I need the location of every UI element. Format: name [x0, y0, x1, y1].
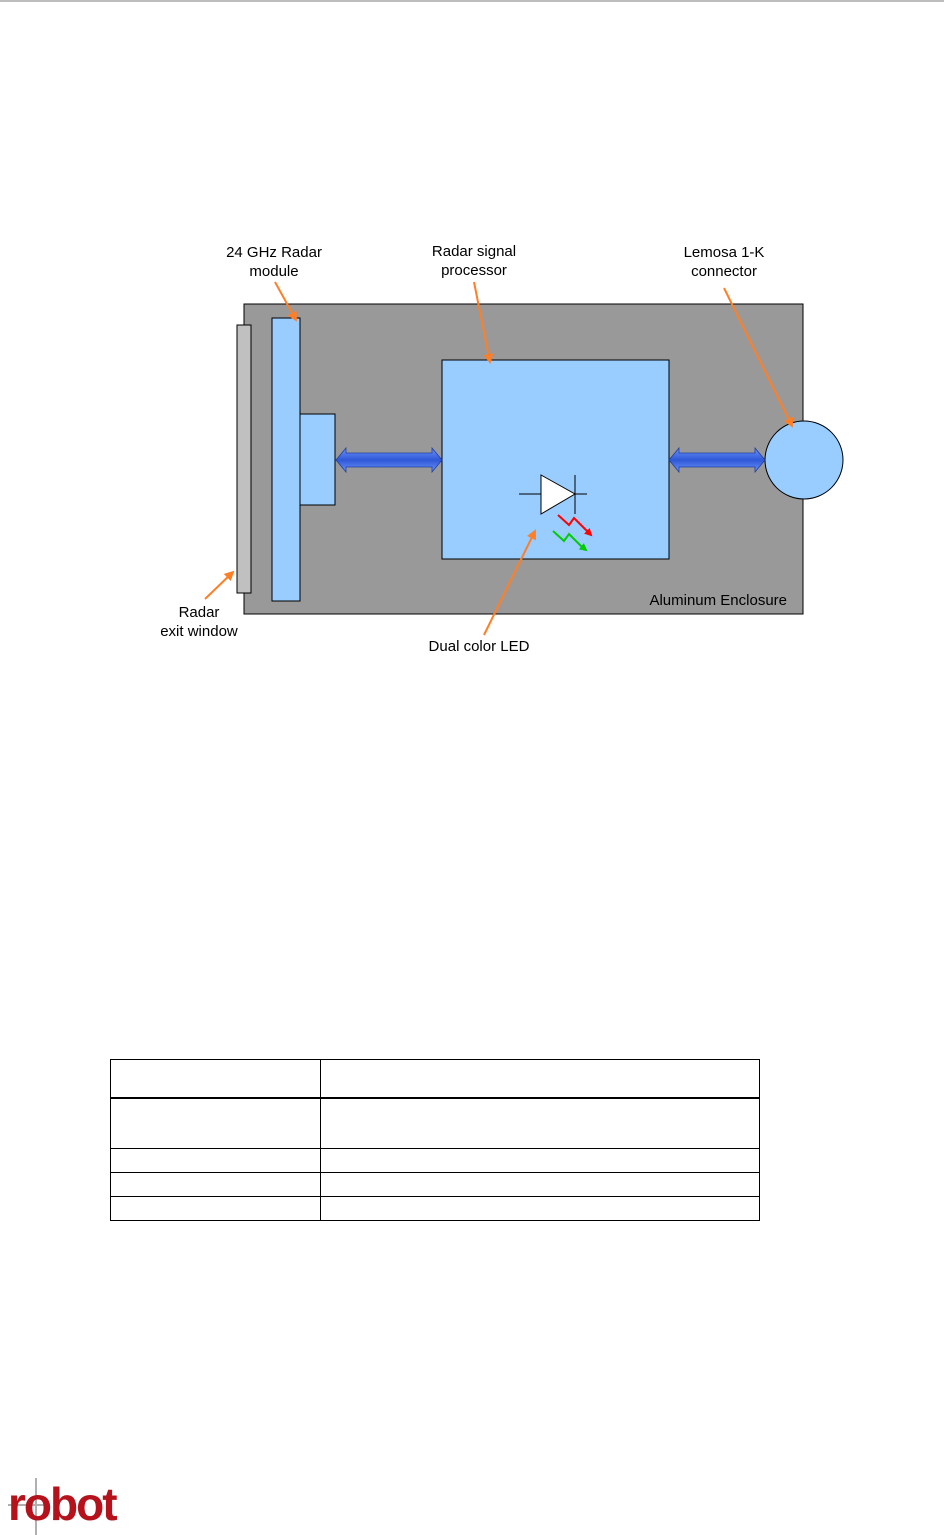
table-cell — [321, 1098, 760, 1149]
signal-processor — [442, 360, 669, 559]
table-row — [111, 1173, 760, 1197]
table-cell — [321, 1173, 760, 1197]
table-row — [111, 1197, 760, 1221]
exit-window-label-line2: exit window — [160, 623, 238, 640]
signal-processor-label-line1: Radar signal — [431, 243, 517, 260]
table-cell — [111, 1197, 321, 1221]
connector-label-line1: Lemosa 1-K — [683, 244, 765, 261]
radar-module-connector-block — [300, 414, 335, 505]
table-cell — [111, 1098, 321, 1149]
table-cell — [321, 1149, 760, 1173]
spec-table — [110, 1059, 760, 1221]
table-cell — [111, 1060, 321, 1099]
svg-text:robot: robot — [8, 1478, 116, 1530]
table-cell — [321, 1197, 760, 1221]
table-row — [111, 1060, 760, 1099]
table-cell — [111, 1173, 321, 1197]
radar-block-diagram — [0, 0, 944, 700]
table-cell — [321, 1060, 760, 1099]
radar-module-label-line2: module — [249, 263, 299, 280]
callout-arrow-exit-window — [205, 572, 233, 599]
table-row — [111, 1098, 760, 1149]
signal-processor-label-line2: processor — [441, 262, 507, 279]
enclosure-label: Aluminum Enclosure — [649, 592, 787, 609]
table-cell — [111, 1149, 321, 1173]
radar-module — [272, 318, 300, 601]
robot-logo — [8, 1478, 132, 1535]
table-row — [111, 1149, 760, 1173]
led-label: Dual color LED — [428, 638, 530, 655]
lemosa-connector — [765, 421, 843, 499]
radar-exit-window — [237, 325, 251, 593]
radar-module-label-line1: 24 GHz Radar — [226, 244, 322, 261]
exit-window-label-line1: Radar — [178, 604, 220, 621]
connector-label-line2: connector — [691, 263, 757, 280]
